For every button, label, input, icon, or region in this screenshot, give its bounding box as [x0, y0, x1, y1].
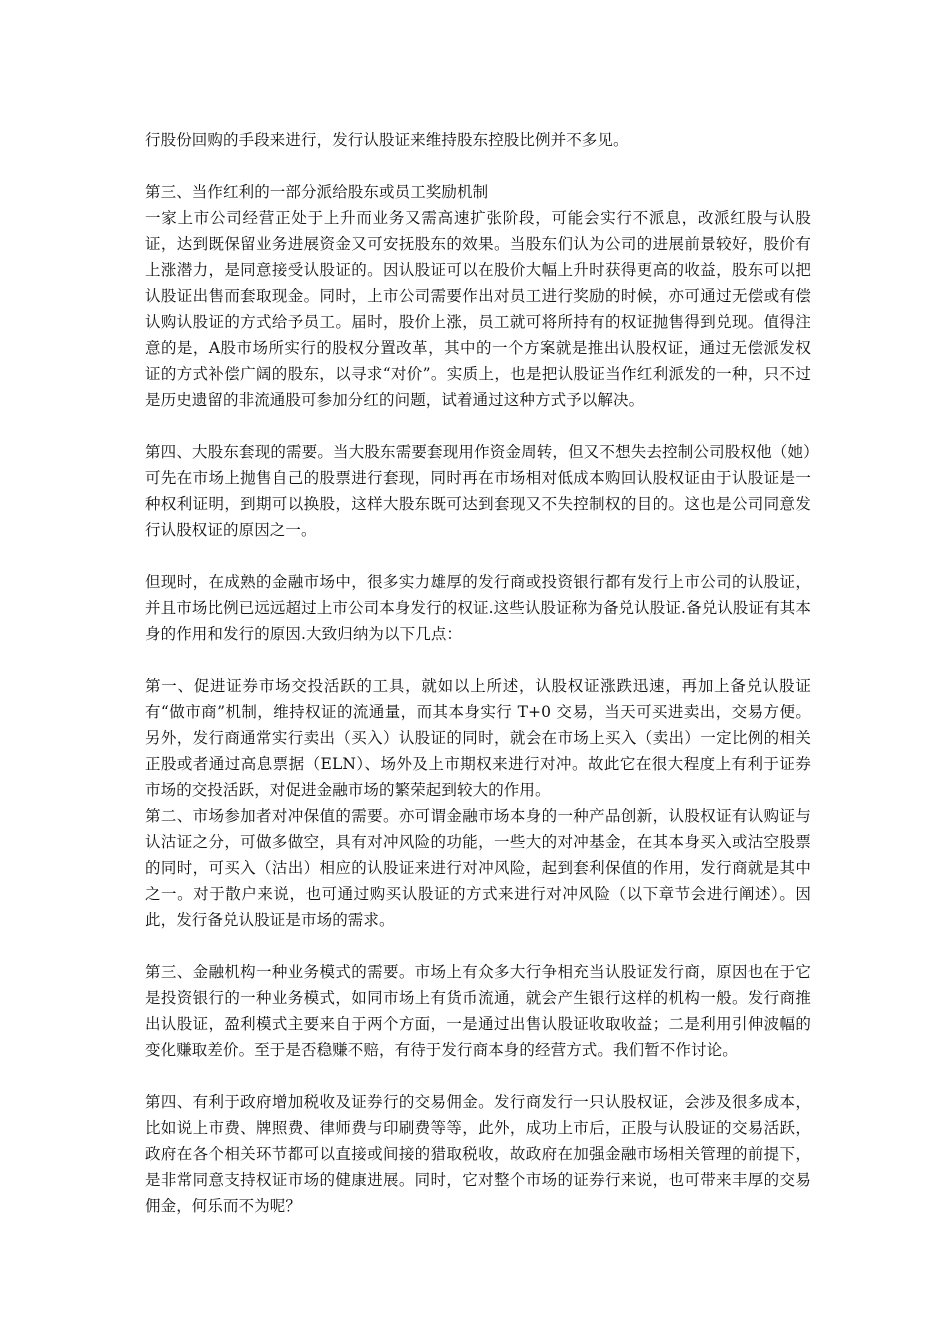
paragraph-spacer — [145, 413, 811, 439]
paragraph-fourth-tax-commission: 第四、有利于政府增加税收及证券行的交易佣金。发行商发行一只认股权证，会涉及很多成本，比如说上市费、牌照费、律师费与印刷费等等，此外，成功上市后，正股与认股证的交易活跃，政府在各个相关环节都可以直接或间接的猎取税收，故政府在加强金融市场相关管理的前提下，是非常同意支持权证市场的健康进展。同时，它对整个市场的证券行来说，也可带来丰厚的交易佣金，何乐而不为呢？ — [145, 1093, 811, 1215]
paragraph-dividend-incentive: 一家上市公司经营正处于上升而业务又需高速扩张阶段，可能会实行不派息，改派红股与认股证，达到既保留业务进展资金又可安抚股东的效果。当股东们认为公司的进展前景较好，股价有上涨潜力，是同意接受认股证的。因认股证可以在股价大幅上升时获得更高的收益，股东可以把认股证出售而套取现金。同时，上市公司需要作出对员工进行奖励的时候，亦可通过无偿或有偿认购认股证的方式给予员工。届时，股价上涨，员工就可将所持有的权证抛售得到兑现。值得注意的是，A股市场所实行的股权分置改革，其中的一个方案就是推出认股权证，通过无偿派发权证的方式补偿广阔的股东，以寻求“对价”。实质上，也是把认股证当作红利派发的一种，只不过是历史遗留的非流通股可参加分红的问题，试着通过这种方式予以解决。 — [145, 209, 811, 409]
paragraph-second-hedging: 第二、市场参加者对冲保值的需要。亦可谓金融市场本身的一种产品创新，认股权证有认购证与认沽证之分，可做多做空，具有对冲风险的功能，一些大的对冲基金，在其本身买入或沽空股票的同时，可买入（沽出）相应的认股证来进行对冲风险，起到套利保值的作用，发行商就是其中之一。对于散户来说，也可通过购买认股证的方式来进行对冲风险（以下章节会进行阐述）。因此，发行备兑认股证是市场的需求。 — [145, 807, 811, 929]
paragraph-covered-warrants-intro: 但现时，在成熟的金融市场中，很多实力雄厚的发行商或投资银行都有发行上市公司的认股证，并且市场比例已远远超过上市公司本身发行的权证.这些认股证称为备兑认股证.备兑认股证有其本身的作用和发行的原因.大致归纳为以下几点： — [145, 573, 811, 643]
paragraph-buyback-continuation: 行股份回购的手段来进行，发行认股证来维持股东控股比例并不多见。 — [145, 131, 629, 149]
paragraph-spacer — [145, 647, 811, 673]
paragraph-spacer — [145, 153, 811, 179]
document-body — [145, 127, 811, 1219]
heading-third-dividend: 第三、当作红利的一部分派给股东或员工奖励机制 — [145, 183, 489, 201]
paragraph-spacer — [145, 1063, 811, 1089]
paragraph-spacer — [145, 933, 811, 959]
paragraph-third-business-model: 第三、金融机构一种业务模式的需要。市场上有众多大行争相充当认股证发行商，原因也在于它是投资银行的一种业务模式，如同市场上有货币流通，就会产生银行这样的机构一般。发行商推出认股证，盈利模式主要来自于两个方面，一是通过出售认股证收取收益；二是利用引伸波幅的变化赚取差价。至于是否稳赚不赔，有待于发行商本身的经营方式。我们暂不作讨论。 — [145, 963, 811, 1059]
paragraph-fourth-major-shareholder: 第四、大股东套现的需要。当大股东需要套现用作资金周转，但又不想失去控制公司股权他（她）可先在市场上抛售自己的股票进行套现，同时再在市场相对低成本购回认股权证由于认股证是一种权利证明，到期可以换股，这样大股东既可达到套现又不失控制权的目的。这也是公司同意发行认股权证的原因之一。 — [145, 443, 811, 539]
paragraph-first-market-activity: 第一、促进证券市场交投活跃的工具，就如以上所述，认股权证涨跌迅速，再加上备兑认股证有“做市商”机制，维持权证的流通量，而其本身实行 T+0 交易，当天可买进卖出，交易方便。另外，发行商通常实行卖出（买入）认股证的同时，就会在市场上买入（卖出）一定比例的相关正股或者通过高息票据（ELN）、场外及上市期权来进行对冲。故此它在很大程度上有利于证券市场的交投活跃，对促进金融市场的繁荣起到较大的作用。 — [145, 677, 811, 799]
paragraph-spacer — [145, 543, 811, 569]
